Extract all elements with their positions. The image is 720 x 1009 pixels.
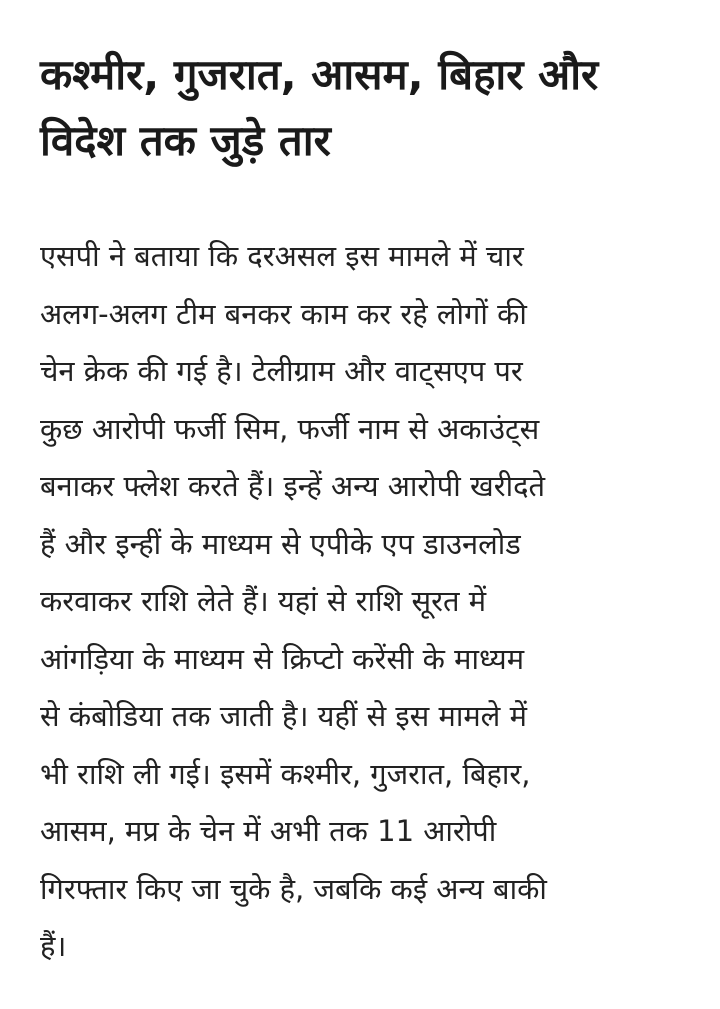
body-line: भी राशि ली गई। इसमें कश्मीर, गुजरात, बिहार, xyxy=(40,756,531,791)
body-line: हैं। xyxy=(40,929,67,963)
body-line: कुछ आरोपी फर्जी सिम, फर्जी नाम से अकाउंट्स xyxy=(40,411,540,446)
body-line: हैं और इन्हीं के माध्यम से एपीके एप डाउनलोड xyxy=(40,526,521,561)
body-line: करवाकर राशि लेते हैं। यहां से राशि सूरत में xyxy=(40,584,487,618)
body-line: अलग-अलग टीम बनकर काम कर रहे लोगों की xyxy=(40,296,527,331)
body-line: से कंबोडिया तक जाती है। यहीं से इस मामले में xyxy=(40,699,527,733)
headline xyxy=(40,42,690,174)
body-line: आंगड़िया के माध्यम से क्रिप्टो करेंसी के माध्यम xyxy=(40,641,525,676)
article-body xyxy=(40,228,690,976)
body-line: बनाकर फ्लेश करते हैं। इन्हें अन्य आरोपी खरीदते xyxy=(40,469,546,503)
body-line: चेन क्रेक की गई है। टेलीग्राम और वाट्सएप पर xyxy=(40,354,523,388)
headline-line: विदेश तक जुड़े तार xyxy=(40,116,331,165)
body-line: आसम, मप्र के चेन में अभी तक 11 आरोपी xyxy=(40,814,497,848)
body-line: गिरफ्तार किए जा चुके है, जबकि कई अन्य बाकी xyxy=(40,871,547,906)
body-line: एसपी ने बताया कि दरअसल इस मामले में चार xyxy=(40,239,524,273)
article xyxy=(40,42,690,976)
headline-line: कश्मीर, गुजरात, आसम, बिहार और xyxy=(40,50,599,99)
